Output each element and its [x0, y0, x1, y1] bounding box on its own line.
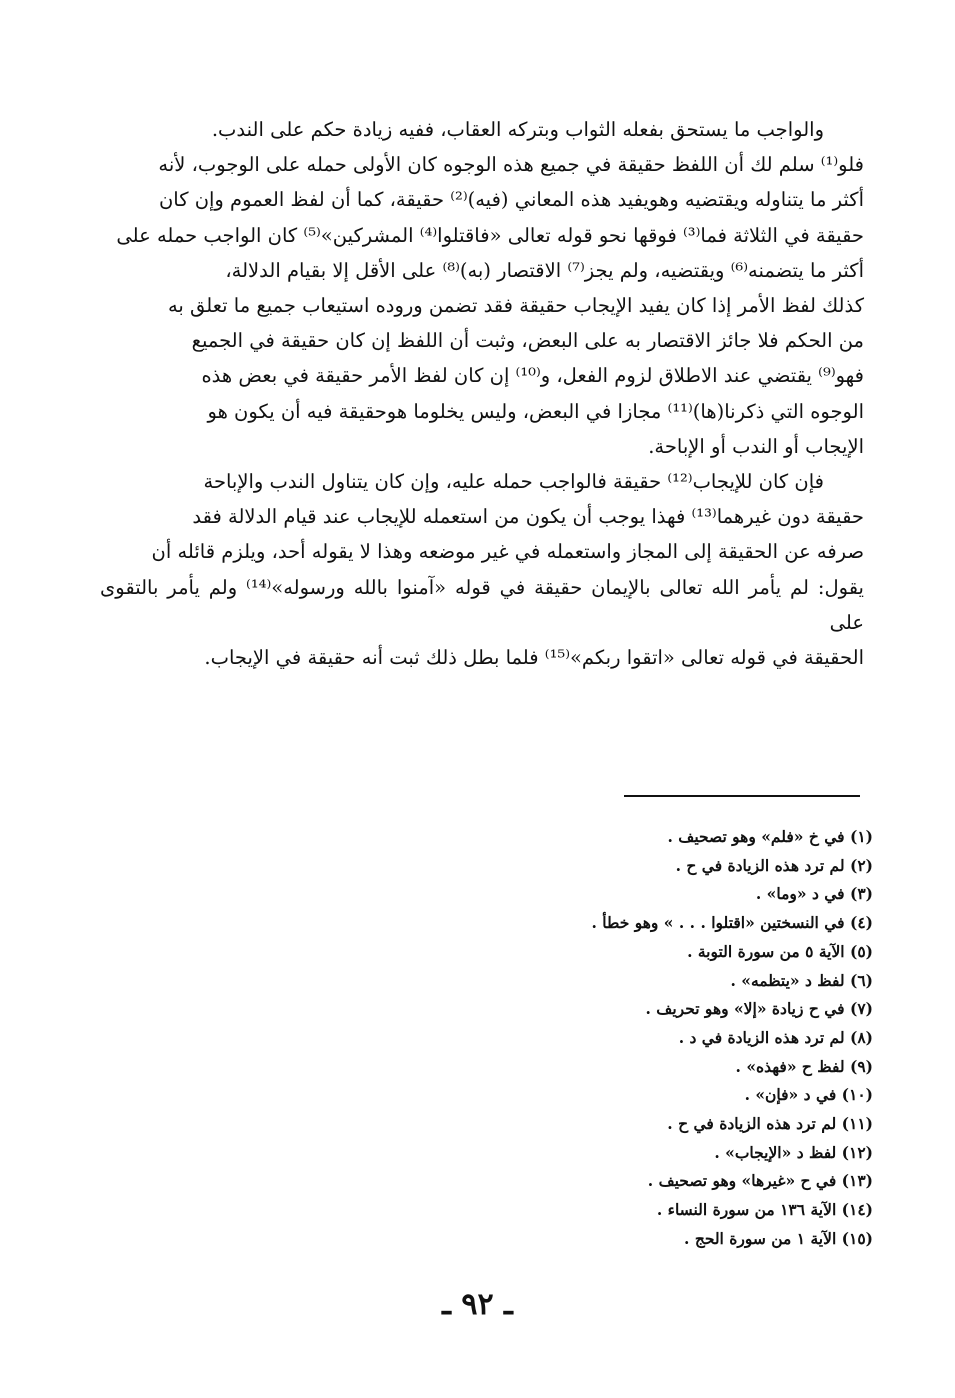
footnote: (٧) في ح زيادة «إلا» وهو تحريف . [645, 999, 873, 1019]
footnote: (١) في خ «فلم» وهو تصحيف . [667, 827, 873, 846]
footnote-separator [624, 795, 860, 797]
paragraph-2: فإن كان للإيجاب⁽¹²⁾ حقيقة فالواجب حمله عليه، وإن كان يتناول الندب والإباحة حقيقة دون غيرهما⁽¹³⁾ فهذا يوجب أن يكون من استعمله للإيجاب عند قيام الدلالة فقد صرفه عن الحقيقة إلى المجاز واستعمله في غير موضعه وهذا لا يقوله أحد، ويلزم قائله أن يقول: لم يأمر الله تعالى بالإيمان حقيقة في قوله «آمنوا بالله ورسوله»⁽¹⁴⁾ ولم يأمر بالتقوى على الحقيقة في قوله تعالى «اتقوا ربكم»⁽¹⁵⁾ فلما بطل ذلك ثبت أنه حقيقة في الإيجاب. [100, 470, 864, 670]
footnote: (٥) الآية ٥ من سورة التوبة . [687, 941, 873, 961]
footnote: (١٠) في د «فإن» . [744, 1085, 873, 1105]
footnote: (٩) لفظ ح «فهذه» . [735, 1056, 873, 1076]
footnote: (٣) في د «وما» . [755, 884, 873, 904]
footnote: (١٤) الآية ١٣٦ من سورة النساء . [656, 1200, 873, 1220]
footnote: (٦) لفظ د «يتظمه» . [730, 970, 873, 990]
footnote: (١٣) في ح «غيرها» وهو تصحيف . [647, 1171, 873, 1191]
main-text [100, 112, 864, 675]
footnotes-list [453, 823, 873, 1254]
footnote: (٢) لم ترد هذه الزيادة في ح . [675, 855, 873, 875]
paragraph-1: والواجب ما يستحق بفعله الثواب وبتركه العقاب، ففيه زيادة حكم على الندب. فلو⁽¹⁾ سلم لك أن اللفظ حقيقة في جميع هذه الوجوه كان الأولى حمله على الوجوب، لأنه أكثر ما يتناوله ويقتضيه وهويفيد هذه المعاني (فيه)⁽²⁾ حقيقة، كما أن لفظ العموم وإن كان حقيقة في الثلاثة فما⁽³⁾ فوقها نحو قوله تعالى «فاقتلوا⁽⁴⁾ المشركين»⁽⁵⁾ كان الواجب حمله على أكثر ما يتضمنه⁽⁶⁾ ويقتضيه، ولم يجز⁽⁷⁾ الاقتصار (به)⁽⁸⁾ على الأقل إلا بقيام الدلالة، كذلك لفظ الأمر إذا كان يفيد الإيجاب حقيقة فقد تضمن وروده استيعاب جميع ما تعلق به من الحكم فلا جائز الاقتصار به على البعض، وثبت أن اللفظ إن كان حقيقة في الجميع فهو⁽⁹⁾ يقتضي عند الاطلاق لزوم الفعل، و⁽¹⁰⁾ إن كان لفظ الأمر حقيقة في بعض هذه الوجوه التي ذكرنا(ها)⁽¹¹⁾ مجازا في البعض، وليس يخلوما هوحقيقة فيه أن يكون هو الإيجاب أو الندب أو الإباحة. [116, 118, 864, 458]
footnote: (١٢) لفظ د «الإيجاب» . [714, 1142, 873, 1162]
footnote: (٤) في النسختين «اقتلوا . . . » وهو خطأ . [591, 913, 873, 933]
footnote: (١١) لم ترد هذه الزيادة في ح . [667, 1114, 873, 1134]
footnote: (٨) لم ترد هذه الزيادة في د . [678, 1027, 873, 1047]
footnote: (١٥) الآية ١ من سورة الحج . [684, 1228, 873, 1248]
page-number: ـ ٩٢ ـ [442, 1287, 513, 1322]
